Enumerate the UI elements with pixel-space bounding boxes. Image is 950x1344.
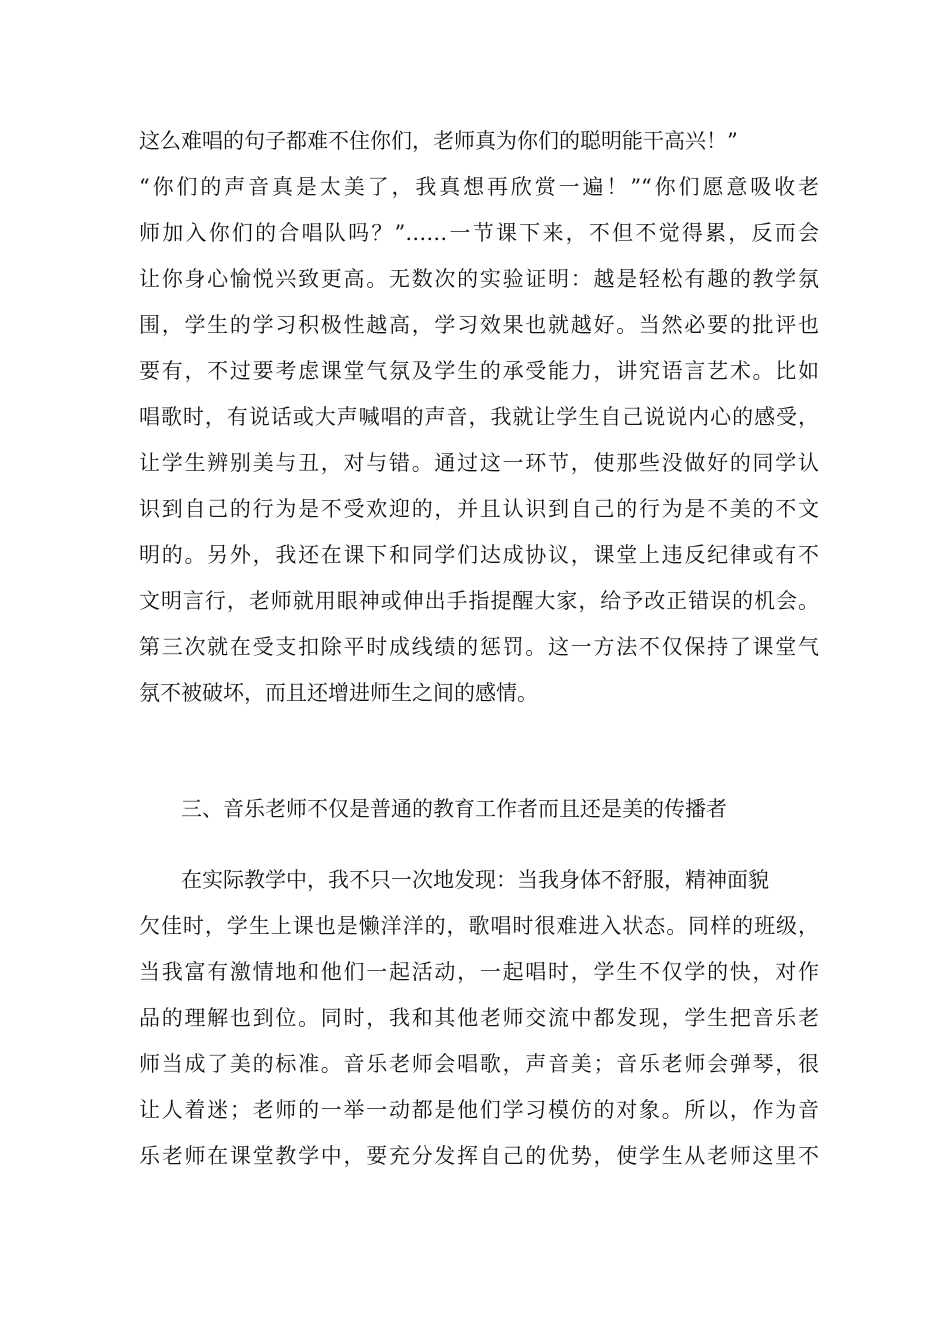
text-line: 第三次就在受支扣除平时成线绩的惩罚。这一方法不仅保持了课堂气 <box>139 635 819 659</box>
text-line: 当我富有激情地和他们一起活动，一起唱时，学生不仅学的快，对作 <box>139 960 819 984</box>
text-line: 氛不被破坏，而且还增进师生之间的感情。 <box>139 681 538 705</box>
text-line: 师加入你们的合唱队吗？”……一节课下来，不但不觉得累，反而会 <box>139 221 819 245</box>
paragraph-1 <box>139 118 819 716</box>
text-line: 欠佳时，学生上课也是懒洋洋的，歌唱时很难进入状态。同样的班级， <box>139 914 819 938</box>
text-line: 乐老师在课堂教学中，要充分发挥自己的优势，使学生从老师这里不 <box>139 1144 819 1168</box>
paragraph-2 <box>139 857 819 1179</box>
text-line: 围，学生的学习积极性越高，学习效果也就越好。当然必要的批评也 <box>139 313 819 337</box>
text-line: 品的理解也到位。同时，我和其他老师交流中都发现，学生把音乐老 <box>139 1006 819 1030</box>
text-line: 唱歌时，有说话或大声喊唱的声音，我就让学生自己说说内心的感受， <box>139 405 819 429</box>
text-line: 在实际教学中，我不只一次地发现：当我身体不舒服，精神面貌 <box>181 868 769 892</box>
text-line: 让学生辨别美与丑，对与错。通过这一环节，使那些没做好的同学认 <box>139 451 819 475</box>
section-heading-text: 三、音乐老师不仅是普通的教育工作者而且还是美的传播者 <box>181 797 727 821</box>
text-line: 文明言行，老师就用眼神或伸出手指提醒大家，给予改正错误的机会。 <box>139 589 819 613</box>
text-line: 这么难唱的句子都难不住你们，老师真为你们的聪明能干高兴！” <box>139 129 738 153</box>
section-heading <box>139 786 819 832</box>
text-line: 让你身心愉悦兴致更高。无数次的实验证明：越是轻松有趣的教学氛 <box>139 267 819 291</box>
text-line: 让人着迷；老师的一举一动都是他们学习模仿的对象。所以，作为音 <box>139 1098 819 1122</box>
text-line: 识到自己的行为是不受欢迎的，并且认识到自己的行为是不美的不文 <box>139 497 819 521</box>
text-line: “你们的声音真是太美了，我真想再欣赏一遍！”“你们愿意吸收老 <box>139 175 819 199</box>
text-line: 要有，不过要考虑课堂气氛及学生的承受能力，讲究语言艺术。比如 <box>139 359 819 383</box>
text-line: 师当成了美的标准。音乐老师会唱歌，声音美；音乐老师会弹琴，很 <box>139 1052 819 1076</box>
text-line: 明的。另外，我还在课下和同学们达成协议，课堂上违反纪律或有不 <box>139 543 819 567</box>
